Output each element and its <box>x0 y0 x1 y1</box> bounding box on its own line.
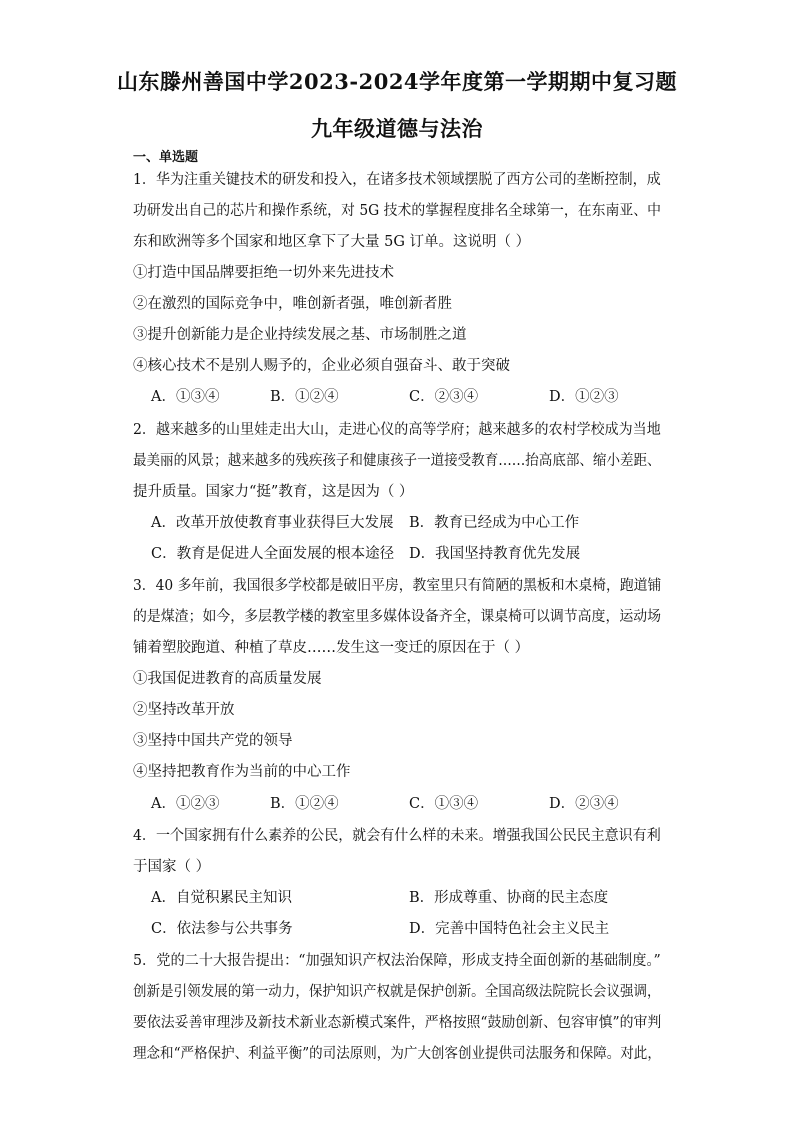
q2-line: 提升质量。国家力“挺”教育，这是因为（ ） <box>133 484 414 500</box>
q1-line: 1．华为注重关键技术的研发和投入，在诸多技术领域摆脱了西方公司的垄断控制，成 <box>133 172 661 188</box>
q3-statement: ③坚持中国共产党的领导 <box>133 733 293 749</box>
q2-option-a[interactable]: A．改革开放使教育事业获得巨大发展 <box>151 515 394 531</box>
q3-statement: ④坚持把教育作为当前的中心工作 <box>133 764 351 780</box>
q3-line: 铺着塑胶跑道、种植了草皮……发生这一变迁的原因在于（ ） <box>133 640 530 656</box>
q1-option-d[interactable]: D．①②③ <box>549 389 619 405</box>
q4-option-a[interactable]: A．自觉积累民主知识 <box>151 890 292 906</box>
q3-option-c[interactable]: C．①③④ <box>409 796 479 812</box>
q4-option-b[interactable]: B．形成尊重、协商的民主态度 <box>409 890 609 906</box>
q3-line: 的是煤渣；如今，多层教学楼的教室里多媒体设备齐全，课桌椅可以调节高度，运动场 <box>133 609 662 625</box>
q3-statement: ①我国促进教育的高质量发展 <box>133 671 322 687</box>
q5-line: 5．党的二十大报告提出：“加强知识产权法治保障，形成支持全面创新的基础制度。” <box>133 953 661 969</box>
q1-statement: ①打造中国品牌要拒绝一切外来先进技术 <box>133 265 394 281</box>
q3-option-a[interactable]: A．①②③ <box>151 796 220 812</box>
q5-line: 要依法妥善审理涉及新技术新业态新模式案件，严格按照“鼓励创新、包容审慎”的审判 <box>133 1015 662 1031</box>
q1-line: 东和欧洲等多个国家和地区拿下了大量 5G 订单。这说明（ ） <box>133 234 531 250</box>
q2-line: 最美丽的风景；越来越多的残疾孩子和健康孩子一道接受教育……抬高底部、缩小差距、 <box>133 453 661 469</box>
q2-option-c[interactable]: C．教育是促进人全面发展的根本途径 <box>151 546 395 562</box>
q3-option-d[interactable]: D．②③④ <box>549 796 619 812</box>
q4-option-c[interactable]: C．依法参与公共事务 <box>151 921 293 937</box>
q1-line: 功研发出自己的芯片和操作系统，对 5G 技术的掌握程度排名全球第一，在东南亚、中 <box>133 203 662 219</box>
q1-statement: ④核心技术不是别人赐予的，企业必须自强奋斗、敢于突破 <box>133 358 510 374</box>
exam-subtitle: 九年级道德与法治 <box>311 116 483 141</box>
q2-option-d[interactable]: D．我国坚持教育优先发展 <box>409 546 581 562</box>
q1-statement: ③提升创新能力是企业持续发展之基、市场制胜之道 <box>133 327 467 343</box>
q4-option-d[interactable]: D．完善中国特色社会主义民主 <box>409 921 610 937</box>
q5-line: 创新是引领发展的第一动力，保护知识产权就是保护创新。全国高级法院院长会议强调， <box>133 984 661 1000</box>
q1-option-b[interactable]: B．①②④ <box>270 389 339 405</box>
q1-option-c[interactable]: C．②③④ <box>409 389 479 405</box>
q4-line: 4．一个国家拥有什么素养的公民，就会有什么样的未来。增强我国公民民主意识有利 <box>133 828 661 844</box>
q4-line: 于国家（ ） <box>133 859 211 875</box>
q3-line: 3．40 多年前，我国很多学校都是破旧平房，教室里只有简陋的黑板和木桌椅，跑道铺 <box>133 578 662 594</box>
q2-line: 2．越来越多的山里娃走出大山，走进心仪的高等学府；越来越多的农村学校成为当地 <box>133 422 661 438</box>
q5-line: 理念和“严格保护、利益平衡”的司法原则，为广大创客创业提供司法服务和保障。对此， <box>133 1046 661 1062</box>
q3-statement: ②坚持改革开放 <box>133 702 235 718</box>
exam-title: 山东滕州善国中学2023-2024学年度第一学期期中复习题 <box>116 69 678 94</box>
q1-statement: ②在激烈的国际竞争中，唯创新者强，唯创新者胜 <box>133 296 452 312</box>
section-heading: 一、单选题 <box>133 150 199 165</box>
q1-option-a[interactable]: A．①③④ <box>151 389 220 405</box>
q2-option-b[interactable]: B．教育已经成为中心工作 <box>409 515 580 531</box>
q3-option-b[interactable]: B．①②④ <box>270 796 339 812</box>
